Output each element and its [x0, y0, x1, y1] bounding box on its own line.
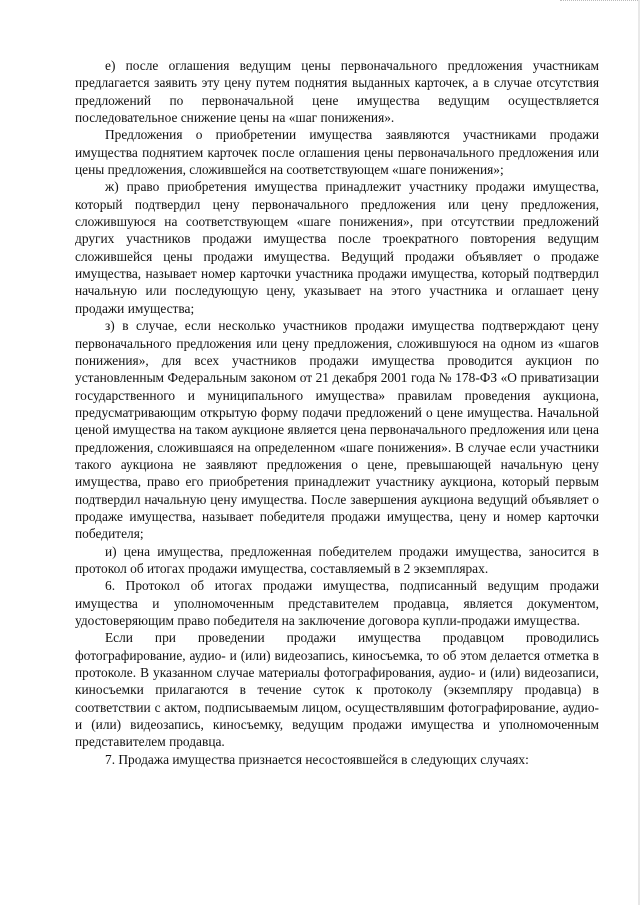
document-body [75, 57, 599, 768]
paragraph-i: и) цена имущества, предложенная победителем продажи имущества, заносится в протокол об итогах продажи имущества, составляемый в 2 экземплярах. [75, 543, 599, 576]
paragraph-z: з) в случае, если несколько участников продажи имущества подтверждают цену первоначального предложения или цену предложения, сложившуюся на одном из «шагов понижения», для всех участников продажи имущества проводится аукцион по установленным Федеральным законом от 21 декабря 2001 года № 178-ФЗ «О приватизации государственного и муниципального имущества» правилам проведения аукциона, предусматривающим открытую форму подачи предложений о цене имущества. Начальной ценой имущества на таком аукционе является цена первоначального предложения или цена предложения, сложившаяся на определенном «шаге понижения». В случае если участники такого аукциона не заявляют предложения о цене, превышающей начальную цену имущества, право его приобретения принадлежит участнику аукциона, который первым подтвердил начальную цену имущества. После завершения аукциона ведущий объявляет о продаже имущества, называет победителя продажи имущества, цену и номер карточки победителя; [75, 318, 599, 542]
paragraph-recording: Если при проведении продажи имущества продавцом проводились фотографирование, аудио- и (или) видеозапись, киносъемка, то об этом делается отметка в протоколе. В указанном случае материалы фотографирования, аудио- и (или) видеозаписи, киносъемки прилагаются в течение суток к протоколу (экземпляру продавца) в соответствии с актом, подписываемым лицом, осуществлявшим фотографирование, аудио- и (или) видеозапись, киносъемку, ведущим продажи имущества и уполномоченным представителем продавца. [75, 630, 599, 750]
paragraph-zh: ж) право приобретения имущества принадлежит участнику продажи имущества, который подтвердил цену первоначального предложения или цену предложения, сложившуюся на соответствующем «шаге понижения», при отсутствии предложений других участников продажи имущества после троекратного повторения ведущим сложившейся цены продажи имущества. Ведущий продажи объявляет о продаже имущества, называет номер карточки участника продажи имущества, который подтвердил начальную или последующую цену, указывает на этого участника и оглашает цену продажи имущества; [75, 179, 599, 316]
scan-edge-mark [560, 0, 638, 4]
paragraph-offers: Предложения о приобретении имущества заявляются участниками продажи имущества поднятием карточек после оглашения цены первоначального предложения или цены предложения, сложившейся на соответствующем «шаге понижения»; [75, 127, 599, 178]
paragraph-6: 6. Протокол об итогах продажи имущества, подписанный ведущим продажи имущества и уполномоченным представителем продавца, является документом, удостоверяющим право победителя на заключение договора купли-продажи имущества. [75, 578, 599, 628]
paragraph-e: е) после оглашения ведущим цены первоначального предложения участникам предлагается заявить эту цену путем поднятия выданных карточек, а в случае отсутствия предложений по первоначальной цене имущества ведущим осуществляется последовательное снижение цены на «шаг понижения». [75, 58, 599, 126]
paragraph-7: 7. Продажа имущества признается несостоявшейся в следующих случаях: [105, 751, 529, 767]
